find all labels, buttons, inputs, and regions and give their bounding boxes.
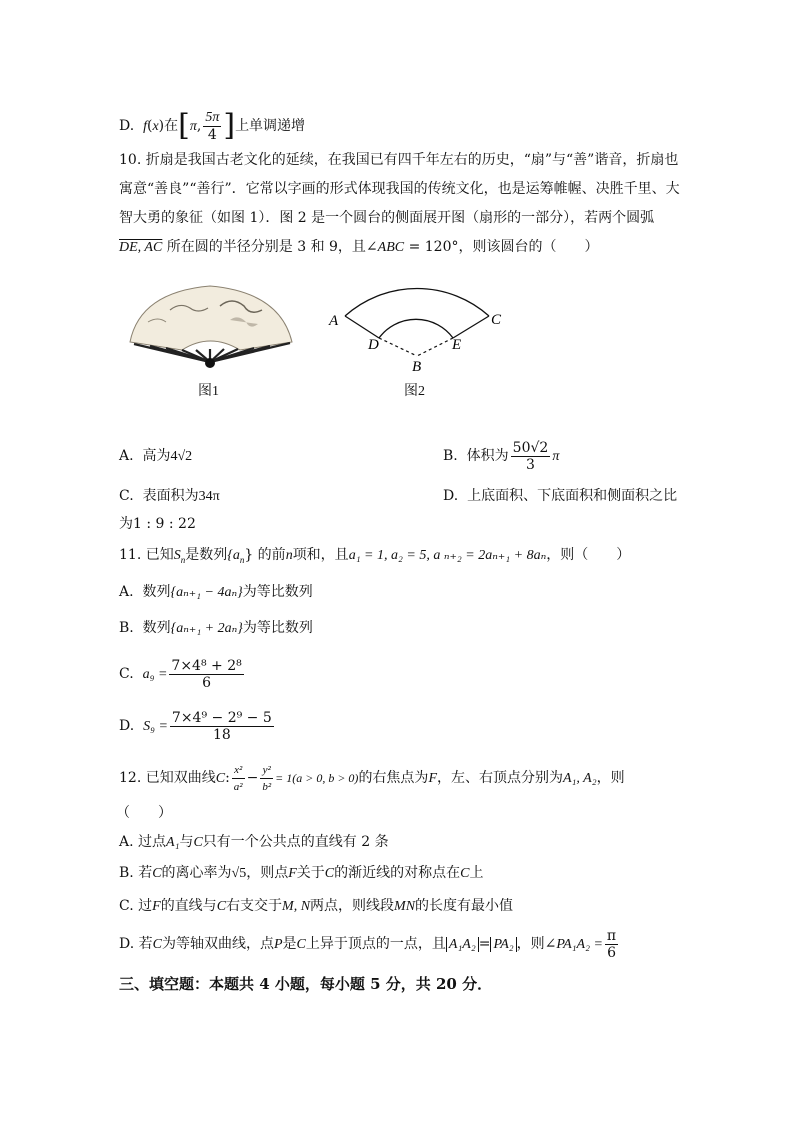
q11-option-d: D. S₉ = $\frac{\text{7×4⁹ − 2⁹ − 5}}{18}$ — [119, 709, 272, 743]
fraction: $\frac{\text{7×4⁸ + 2⁸}}{6}$ — [171, 657, 242, 691]
folding-fan-figure — [120, 272, 300, 372]
q11-option-a: A. 数列{aₙ₊₁ − 4aₙ}为等比数列 — [119, 584, 313, 600]
label-A: A — [329, 313, 339, 329]
q10-line2: 寓意“善良”“善行”．它常以字画的形式体现我国的传统文化，也是运筹帷幄、决胜千里、大 — [119, 181, 680, 197]
q12-option-a: A. 过点A₁与C只有一个公共点的直线有 2 条 — [119, 834, 389, 850]
label-D: D — [368, 337, 379, 353]
q10-option-d-cont: 为1 : 9 : 22 — [119, 516, 196, 532]
q12-option-d: D. 若C为等轴双曲线，点P是C上异于顶点的一点，且 A₁A₂ = PA₂ ，则∠PA₁A₂ = $\frac{\pi}{6}$ — [119, 927, 617, 961]
q10-option-d: D. 上底面积、下底面积和侧面积之比 — [443, 488, 678, 504]
fig1-caption: 图1 — [198, 384, 219, 399]
fraction: $\frac{5\pi}{4}$ — [205, 109, 220, 143]
q12-option-b: B. 若C的离心率为√5，则点F关于C的渐近线的对称点在C上 — [119, 865, 484, 881]
q10-line4: DE, AC 所在圆的半径分别是 3 和 9，且∠ABC = 120°，则该圆台的（ ） — [119, 239, 599, 255]
fraction: $\frac{50√2}{3}$ — [512, 439, 549, 473]
arc-labels: DE, AC — [119, 240, 163, 255]
q11-option-b: B. 数列{aₙ₊₁ + 2aₙ}为等比数列 — [119, 620, 313, 636]
fraction: $\frac{\text{7×4⁹ − 2⁹ − 5}}{18}$ — [171, 709, 272, 743]
q12-stem: 12. 已知双曲线C: $\frac{\text{x²}}{\text{a²}}$ − $\frac{\text{y²}}{\text{b²}}$ = 1(a > 0, b > 0)的右焦点为F，左、右顶点分别为A₁, A₂，则 — [119, 763, 625, 793]
q12-option-c: C. 过F的直线与C右支交于M, N两点，则线段MN的长度有最小值 — [119, 898, 514, 914]
prev-option-d: D. f(x)在[π, $\frac{5\pi}{4}$ ]上单调递增 — [119, 108, 306, 143]
fig2-caption: 图2 — [404, 384, 425, 399]
label-E: E — [452, 337, 462, 353]
q12-paren: （ ） — [116, 805, 172, 821]
q10-option-b: B. 体积为 $\frac{50√2}{3}$ π — [443, 439, 560, 473]
label-B: B — [412, 359, 422, 375]
q10-line3: 智大勇的象征（如图 1）．图 2 是一个圆台的侧面展开图（扇形的一部分），若两个圆弧 — [119, 210, 655, 226]
q11-option-c: C. a₉ = $\frac{\text{7×4⁸ + 2⁸}}{6}$ — [119, 657, 242, 691]
fraction: $\frac{\pi}{6}$ — [606, 927, 617, 961]
sector-figure — [325, 270, 505, 378]
section-heading: 三、填空题：本题共 4 小题，每小题 5 分，共 20 分． — [119, 975, 493, 993]
q10-line1: 10. 折扇是我国古老文化的延续，在我国已有四千年左右的历史，“扇”与“善”谐音，折扇也 — [119, 152, 679, 168]
label-C: C — [491, 312, 502, 328]
q10-option-a: A. 高为4√2 — [119, 448, 193, 464]
q10-option-c: C. 表面积为34π — [119, 488, 220, 504]
q11-stem: 11. 已知$S_n$是数列$\{a_n\}$ 的前n项和，且a₁ = 1, a₂ = 5, a ₙ₊₂ = 2aₙ₊₁ + 8aₙ，则（ ） — [119, 547, 631, 565]
